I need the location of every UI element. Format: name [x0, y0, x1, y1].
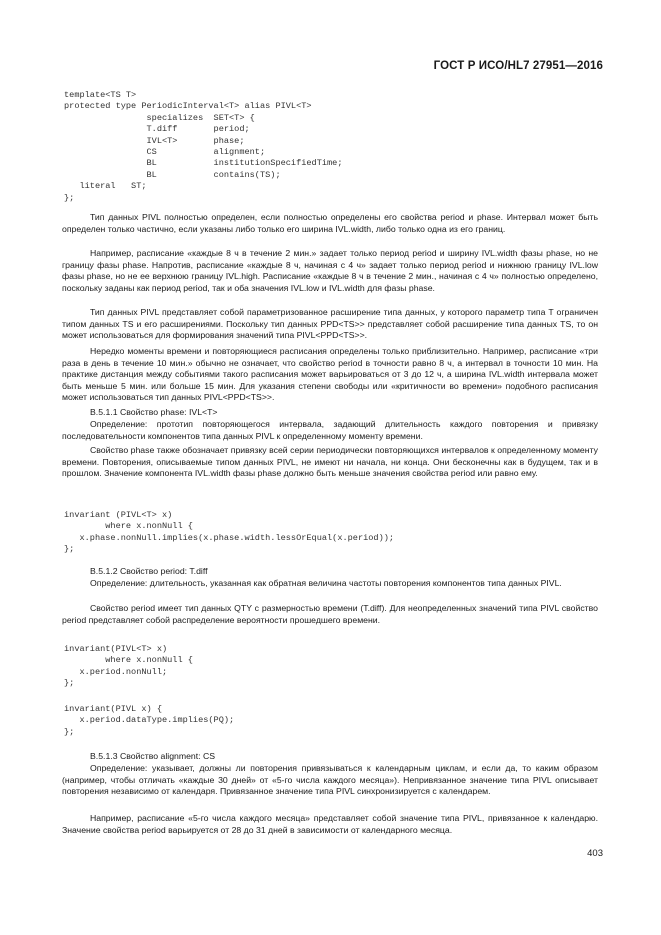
paragraph: Например, расписание «каждые 8 ч в течение 2 мин.» задает только период period и ширину IVL.width фазы phase, но не границу фазы phase. Напротив, расписание «каждые 8 ч, начиная с 4 ч» задает только период period и нижнюю границу IVL.low фазы phase, но не ее верхнюю границу IVL.high. Расписание «каждые 8 ч в течение 2 мин., начиная с 4 ч» полностью определено, поскольку заданы как период period, так и оба значения IVL.low и IVL.width для фазы phase.	[62, 248, 598, 293]
code-block-pivl-definition: template<TS T> protected type PeriodicInterval<T> alias PIVL<T> specializes SET<T> { T.diff period; IVL<T> phase; CS alignment; BL institutionSpecifiedTime; BL contains(TS); literal ST; };	[64, 90, 343, 203]
paragraph: Определение: указывает, должны ли повторения привязываться к календарным циклам, и если да, то каким образом (например, чтобы отличать «каждые 30 дней» от «5-го числа каждого месяца»). Непривязанное значение типа PIVL описывает повторения независимо от календаря. Привязанное значение типа PIVL синхронизируется с календарем.	[62, 763, 598, 797]
page-number: 403	[587, 848, 603, 859]
paragraph: Свойство phase также обозначает привязку всей серии периодически повторяющихся интервалов к определенному моменту времени. Повторения, описываемые типом данных PIVL, не имеют ни начала, ни конца. Они бесконечны как в будущем, так и в прошлом. Значение компонента IVL.width фазы phase должно быть меньше значения свойства period или равно ему.	[62, 445, 598, 479]
document-header: ГОСТ Р ИСО/HL7 27951—2016	[433, 60, 603, 72]
section-heading: В.5.1.1 Свойство phase: IVL<T>	[90, 407, 218, 417]
paragraph: Определение: прототип повторяющегося интервала, задающий длительность каждого повторения и привязку последовательности компонентов типа данных PIVL к определенному моменту времени.	[62, 419, 598, 441]
code-block-phase-invariant: invariant (PIVL<T> x) where x.nonNull { x.phase.nonNull.implies(x.phase.width.lessOrEqual(x.period)); };	[64, 510, 395, 555]
code-block-datatype-invariant: invariant(PIVL x) { x.period.dataType.implies(PQ); };	[64, 704, 235, 737]
section-heading: В.5.1.2 Свойство period: T.diff	[90, 566, 208, 576]
paragraph: Например, расписание «5-го числа каждого месяца» представляет собой значение типа PIVL, привязанное к календарю. Значение свойства period варьируется от 28 до 31 дней в зависимости от календарного месяца.	[62, 813, 598, 835]
paragraph: Определение: длительность, указанная как обратная величина частоты повторения компонентов типа данных PIVL.	[90, 578, 562, 588]
paragraph: Свойство period имеет тип данных QTY с размерностью времени (T.diff). Для неопределенных значений типа PIVL свойство period представляет собой распределение вероятности прошедшего времени.	[62, 603, 598, 625]
paragraph: Нередко моменты времени и повторяющиеся расписания определены только приблизительно. Например, расписание «три раза в день в течение 10 мин.» обычно не означает, что свойство period в точности равно 8 ч, а интервал в точности 10 мин. На практике дистанция между событиями такого расписания может варьироваться от 3 до 12 ч, а ширина IVL.width интервала может быть меньше 5 мин. или больше 15 мин. Для указания степени свободы или «критичности во времени» подобного расписания может использоваться тип данных PIVL<PPD<TS>>.	[62, 346, 598, 403]
section-heading: В.5.1.3 Свойство alignment: CS	[90, 751, 216, 761]
paragraph: Тип данных PIVL представляет собой параметризованное расширение типа данных, у которого параметр типа T ограничен типом данных TS и его расширениями. Поскольку тип данных PPD<TS>> представляет собой расширение типа данных TS, то он может использоваться для формирования значений типа PIVL<PPD<TS>>.	[62, 307, 598, 341]
code-block-period-invariant: invariant(PIVL<T> x) where x.nonNull { x.period.nonNull; };	[64, 644, 193, 689]
paragraph: Тип данных PIVL полностью определен, если полностью определены его свойства period и phase. Интервал может быть определен только частично, если указаны либо только его ширина IVL.width, либо только одна из его границ.	[62, 212, 598, 234]
